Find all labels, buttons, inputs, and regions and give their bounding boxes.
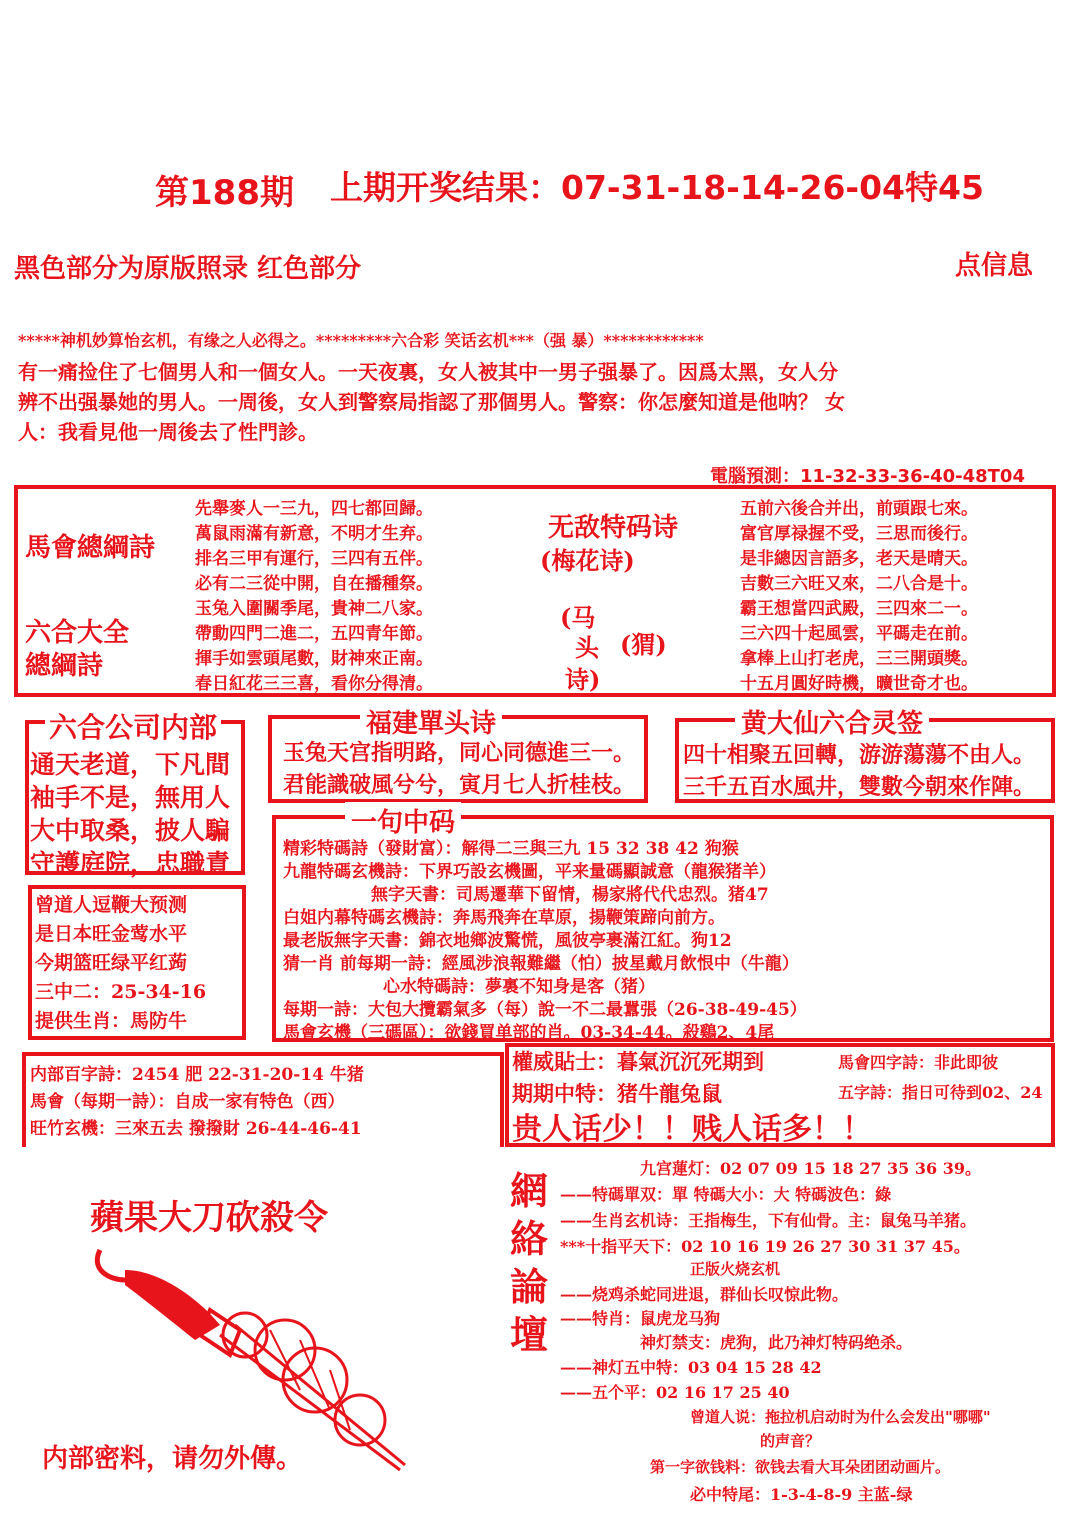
last-result: 上期开奖结果：07-31-18-14-26-04特45 — [330, 168, 984, 207]
fujian-line-2: 君能識破風兮兮，寅月七人折桂枝。 — [283, 772, 636, 798]
joke-line-3: 人：我看見他一周後去了性門診。 — [18, 420, 318, 444]
one-sentence-line: 九龍特碼玄機詩：下界巧設玄機圖，平来量碼顯誠意（龍猴猪羊） — [283, 862, 776, 882]
forum-line-2: ——生肖玄机诗：王指梅生，下有仙骨。主：鼠兔马羊猪。 — [560, 1211, 977, 1230]
poem-right-line: 拿棒上山打老虎，三三開頭獎。 — [740, 649, 978, 669]
poem-left-line: 先舉麥人一三九，四七都回歸。 — [195, 499, 433, 519]
one-sentence-line: 最老版無字天書：錦衣地鄉波驚慌，風彼亭裹滿江紅。狗12 — [283, 931, 732, 951]
company-line: 通天老道，下凡間 — [30, 750, 231, 779]
poem-left-line: 帶動四門二進二，五四青年節。 — [195, 624, 433, 644]
forum-line-13: 必中特尾：1-3-4-8-9 主蓝-绿 — [690, 1485, 913, 1504]
authority-d: 五字詩：指日可待到02、24 — [838, 1083, 1043, 1102]
poem-right-line: 三六四十起風雲，平碼走在前。 — [740, 624, 978, 644]
computer-prediction: 電腦預測：11-32-33-36-40-48T04 — [710, 466, 1025, 487]
one-sentence-title: 一句中码 — [345, 802, 461, 839]
forum-line-11: 的声音？ — [760, 1432, 821, 1450]
forum-line-4: 正版火烧玄机 — [690, 1260, 781, 1278]
huang-title: 黄大仙六合灵签 — [735, 703, 929, 740]
poem-left-line: 揮手如雲頭尾數，財神來正南。 — [195, 649, 433, 669]
zeng-line: 今期篮旺绿平红蒟 — [35, 952, 188, 974]
poem-left-line: 玉兔入圍關季尾，貴神二八家。 — [195, 599, 433, 619]
one-sentence-line: 白姐内幕特碼玄機詩：奔馬飛奔在草原，揚鞭策蹄向前方。 — [283, 908, 725, 928]
poem-label-2b: 總綱詩 — [25, 651, 104, 681]
poem-right-line: 是非總因言語多，老天是晴天。 — [740, 549, 978, 569]
forum-char: 論 — [510, 1264, 549, 1309]
one-sentence-lines — [283, 834, 807, 1041]
poem-label-2a: 六合大全 — [25, 618, 130, 648]
authority-c: 期期中特：猪牛龍兔鼠 — [512, 1081, 722, 1106]
forum-line-5: ——烧鸡杀蛇同进退，群仙长叹惊此物。 — [560, 1285, 849, 1304]
joke-title: *****神机妙算怡玄机，有缘之人必得之。*********六合彩 笑话玄机***（强 暴）************ — [18, 331, 704, 350]
zeng-line: 提供生肖：馬防牛 — [35, 1010, 188, 1032]
fujian-line-1: 玉兔天宫指明路，同心同德進三一。 — [283, 740, 636, 766]
forum-char: 壇 — [510, 1312, 549, 1357]
joke-line-1: 有一痛捡住了七個男人和一個女人。一天夜裏，女人被其中一男子强暴了。因爲太黑，女人分 — [18, 360, 838, 384]
one-sentence-line: 猜一肖 前每期一詩：經風涉浪報難繼（怕）披星戴月飲恨中（牛龍） — [283, 954, 799, 974]
inner-line: 馬會（每期一詩）：自成一家有特色（西） — [30, 1092, 345, 1112]
poem-mid-sub: (梅花诗) — [540, 546, 635, 575]
authority-a: 權威貼士：暮氣沉沉死期到 — [512, 1049, 764, 1074]
company-line: 大中取桑，披人騙 — [30, 816, 231, 845]
company-line: 守護庭院，忠職責 — [30, 849, 231, 878]
inner-line: 旺竹玄機：三來五去 撥撥財 26-44-46-41 — [30, 1119, 362, 1139]
authority-b: 馬會四字詩：非此即彼 — [838, 1053, 999, 1072]
poem-right-line: 富官厚禄握不受，三思而後行。 — [740, 524, 978, 544]
poem-right-lines — [740, 494, 978, 694]
poem-mid-title: 无敌特码诗 — [548, 513, 679, 543]
authority-e: 贵人话少！！贱人话多！！ — [512, 1112, 872, 1147]
poem-right-line: 霸王想當四武殿，三四來二一。 — [740, 599, 978, 619]
apple-title: 蘋果大刀砍殺令 — [90, 1198, 328, 1238]
forum-line-10: 曾道人说：拖拉机启动时为什么会发出"哪哪" — [690, 1408, 991, 1426]
poem-left-line: 萬鼠雨滿有新意，不明才生弃。 — [195, 524, 433, 544]
issue-number: 第188期 — [155, 173, 294, 213]
inner-lines — [30, 1060, 364, 1141]
forum-line-3: ***十指平天下：02 10 16 19 26 27 30 31 37 45。 — [560, 1237, 970, 1256]
forum-line-6: ——特肖：鼠虎龙马狗 — [560, 1309, 721, 1328]
joke-line-2: 辨不出强暴她的男人。一周後，女人到警察局指認了那個男人。警察：你怎麼知道是他呐？ 女 — [18, 390, 845, 414]
poem-mid-a: (马 — [560, 603, 596, 632]
poem-mid-c: (猬) — [620, 630, 667, 659]
zeng-line: 是日本旺金莺水平 — [35, 923, 188, 945]
notice-left: 黑色部分为原版照录 红色部分 — [14, 254, 362, 284]
forum-line-7: 神灯禁支：虎狗，此乃神灯特码绝杀。 — [640, 1333, 913, 1352]
poem-label-1: 馬會總綱詩 — [25, 533, 156, 563]
forum-line-0: 九宫蓮灯：02 07 09 15 18 27 35 36 39。 — [640, 1159, 981, 1178]
zeng-line: 三中二：25-34-16 — [35, 981, 207, 1003]
one-sentence-line: 每期一詩：大包大攬霸氣多（每）說一不二最囂張（26-38-49-45） — [283, 1000, 807, 1020]
one-sentence-line: 心水特碼詩：夢裏不知身是客（猪） — [383, 977, 655, 997]
forum-vertical — [510, 1160, 552, 1357]
one-sentence-line: 精彩特碼詩（發財富）：解得二三與三九 15 32 38 42 狗猴 — [283, 839, 739, 859]
poem-left-line: 排名三甲有運行，三四有五伴。 — [195, 549, 433, 569]
notice-right: 点信息 — [955, 251, 1034, 281]
poem-right-line: 五前六後合并出，前頭跟七來。 — [740, 499, 978, 519]
company-lines — [30, 745, 230, 877]
one-sentence-line: 馬會玄機（三碼區）：欲錢買单部的肖。03-34-44。殺鷄2、4尾 — [283, 1023, 775, 1043]
zeng-line: 曾道人逗鞭大预测 — [35, 894, 188, 916]
company-title: 六合公司内部 — [45, 706, 221, 746]
company-line: 袖手不是，無用人 — [30, 783, 231, 812]
huang-line-1: 四十相聚五回轉，游游蕩蕩不由人。 — [683, 742, 1036, 768]
fujian-title: 福建單头诗 — [360, 703, 502, 740]
poem-left-line: 春日紅花三三喜，看你分得清。 — [195, 674, 433, 694]
forum-line-1: ——特碼單双：單 特碼大小：大 特碼波色：綠 — [560, 1185, 892, 1204]
forum-line-12: 第一字欲钱料：欲钱去看大耳朵团团动画片。 — [650, 1458, 951, 1476]
forum-char: 絡 — [510, 1216, 549, 1261]
forum-char: 網 — [510, 1168, 549, 1213]
poem-mid-d: 诗) — [565, 665, 601, 694]
inner-line: 内部百字詩：2454 肥 22-31-20-14 牛猪 — [30, 1065, 364, 1085]
apple-caption: 内部密料，请勿外傳。 — [42, 1444, 303, 1474]
poem-mid-b: 头 — [575, 633, 599, 662]
forum-line-9: ——五个平：02 16 17 25 40 — [560, 1383, 790, 1402]
poem-right-line: 十五月圓好時機，曠世奇才也。 — [740, 674, 978, 694]
forum-line-8: ——神灯五中特：03 04 15 28 42 — [560, 1358, 822, 1377]
zeng-lines — [35, 890, 206, 1035]
one-sentence-line: 無字天書：司馬遷華下留情，楊家將代代忠烈。猪47 — [371, 885, 769, 905]
poem-left-line: 必有二三從中開，自在播種祭。 — [195, 574, 433, 594]
huang-line-2: 三千五百水風井，雙數今朝來作陣。 — [683, 774, 1036, 800]
poem-right-line: 吉數三六旺又來，二八合是十。 — [740, 574, 978, 594]
poem-left-lines — [195, 494, 433, 694]
